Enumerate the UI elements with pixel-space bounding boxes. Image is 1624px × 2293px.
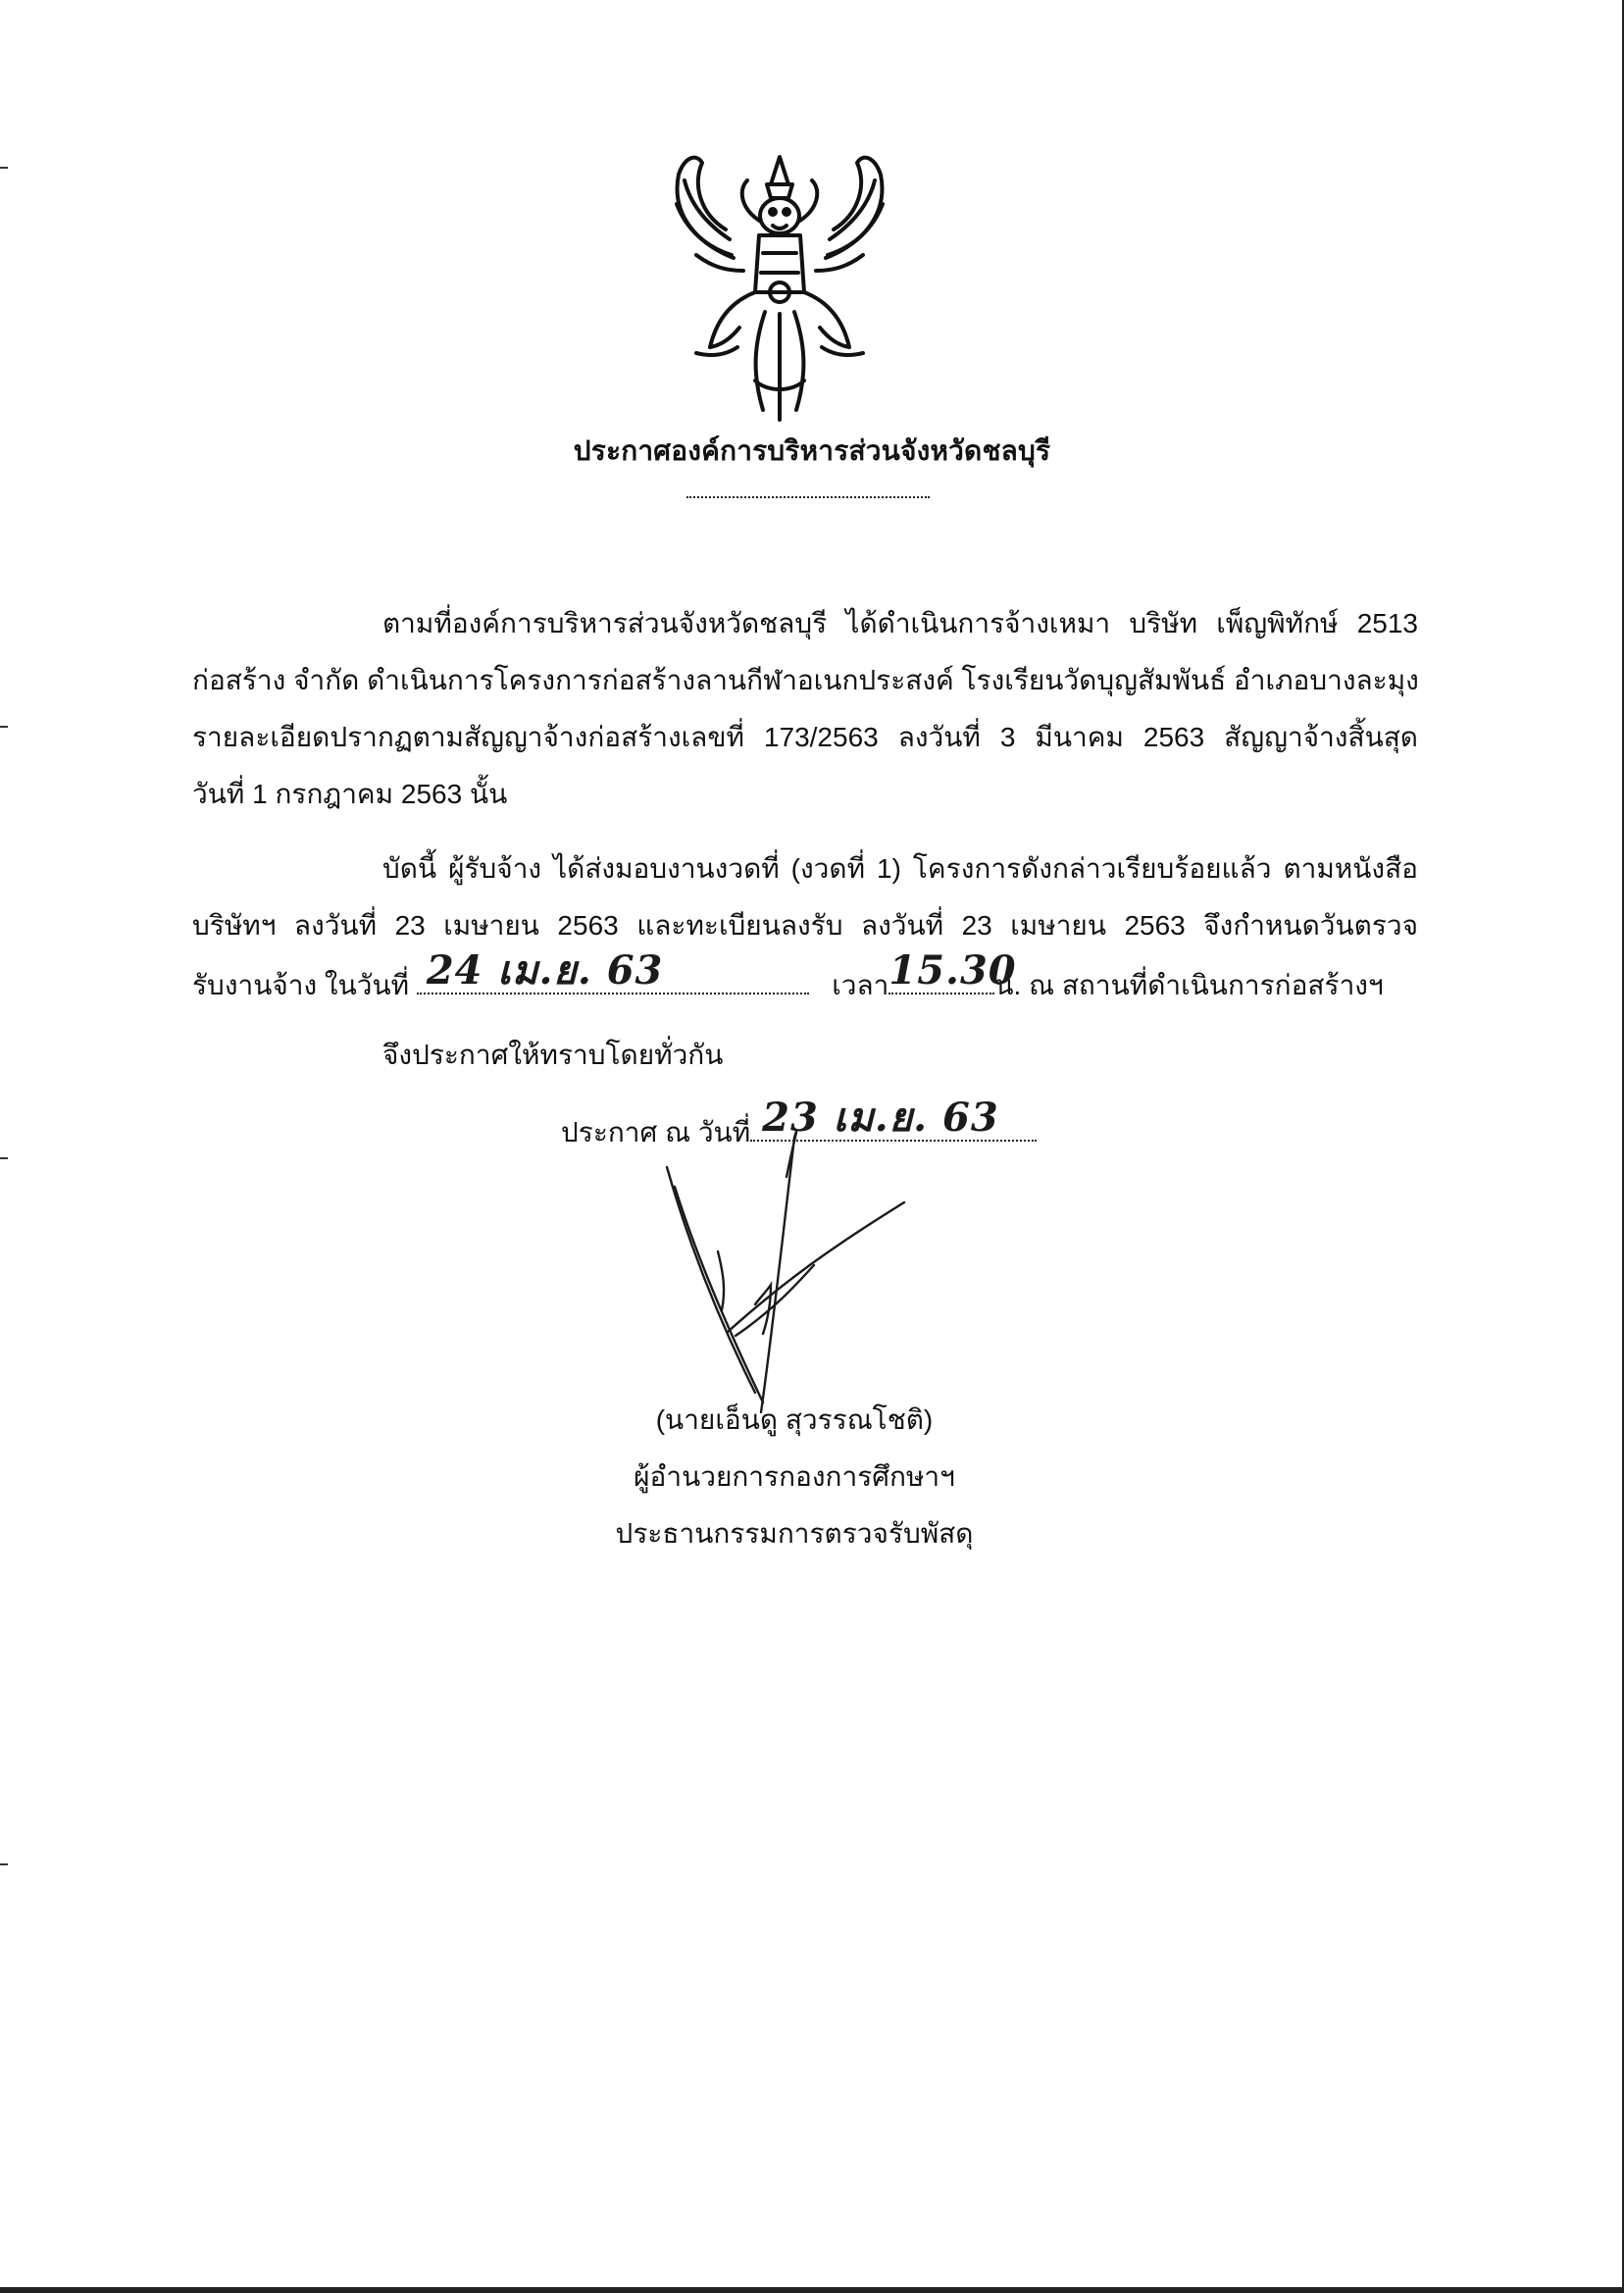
paragraph-2-line-2: บริษัทฯ ลงวันที่ 23 เมษายน 2563 และทะเบียนลงรับ ลงวันที่ 23 เมษายน 2563 จึงกำหนดวันตรวจ <box>192 910 1418 941</box>
inspection-date-field <box>417 947 809 994</box>
paragraph-1-line-4: วันที่ 1 กรกฎาคม 2563 นั้น <box>192 779 508 809</box>
paragraph-1-line-3: รายละเอียดปรากฏตามสัญญาจ้างก่อสร้างเลขที่ 173/2563 ลงวันที่ 3 มีนาคม 2563 สัญญาจ้างสิ้นสุด <box>192 722 1418 752</box>
inspection-time-field <box>888 947 1017 994</box>
announcement-title: ประกาศองค์การบริหารส่วนจังหวัดชลบุรี <box>573 435 1051 466</box>
signatory-name: (นายเอ็นดู สุวรรณโชติ) <box>655 1404 934 1435</box>
scan-edge-mark <box>0 1863 8 1865</box>
inspection-time-label: เวลา <box>832 970 889 1000</box>
announcement-date-handwritten: 23 เม.ย. 63 <box>762 1095 999 1141</box>
paragraph-2-line-1: บัดนี้ ผู้รับจ้าง ได้ส่งมอบงานงวดที่ (งวดที่ 1) โครงการดังกล่าวเรียบร้อยแล้ว ตามหนังสือ <box>382 853 1418 884</box>
inspection-date-label: รับงานจ้าง ในวันที่ <box>192 970 410 1000</box>
title-dotted-divider <box>686 496 930 498</box>
paragraph-1-line-2: ก่อสร้าง จำกัด ดำเนินการโครงการก่อสร้างลานกีฬาอเนกประสงค์ โรงเรียนวัดบุญสัมพันธ์ อำเภอบางละมุง <box>192 665 1419 695</box>
announcement-date-label: ประกาศ ณ วันที่ <box>561 1117 751 1147</box>
paragraph-2-line-3 <box>192 947 1418 1005</box>
inspection-place-text: น. ณ สถานที่ดำเนินการก่อสร้างฯ <box>994 970 1384 1000</box>
closing-statement: จึงประกาศให้ทราบโดยทั่วกัน <box>382 1040 724 1070</box>
inspection-time-handwritten: 15.30 <box>888 947 1017 994</box>
signatory-position: ผู้อำนวยการกองการศึกษาฯ <box>634 1461 955 1492</box>
paragraph-1-line-1: ตามที่องค์การบริหารส่วนจังหวัดชลบุรี ได้ดำเนินการจ้างเหมา บริษัท เพ็ญพิทักษ์ 2513 <box>382 608 1418 638</box>
scan-edge-mark <box>0 726 8 728</box>
handwritten-signature <box>647 1118 941 1442</box>
inspection-date-handwritten: 24 เม.ย. 63 <box>426 947 664 994</box>
signatory-committee-role: ประธานกรรมการตรวจรับพัสดุ <box>615 1518 974 1549</box>
garuda-emblem-icon <box>657 145 902 430</box>
scan-edge-mark <box>0 1157 8 1159</box>
scan-edge-bottom <box>0 2287 1624 2293</box>
scan-edge-mark <box>0 167 8 169</box>
